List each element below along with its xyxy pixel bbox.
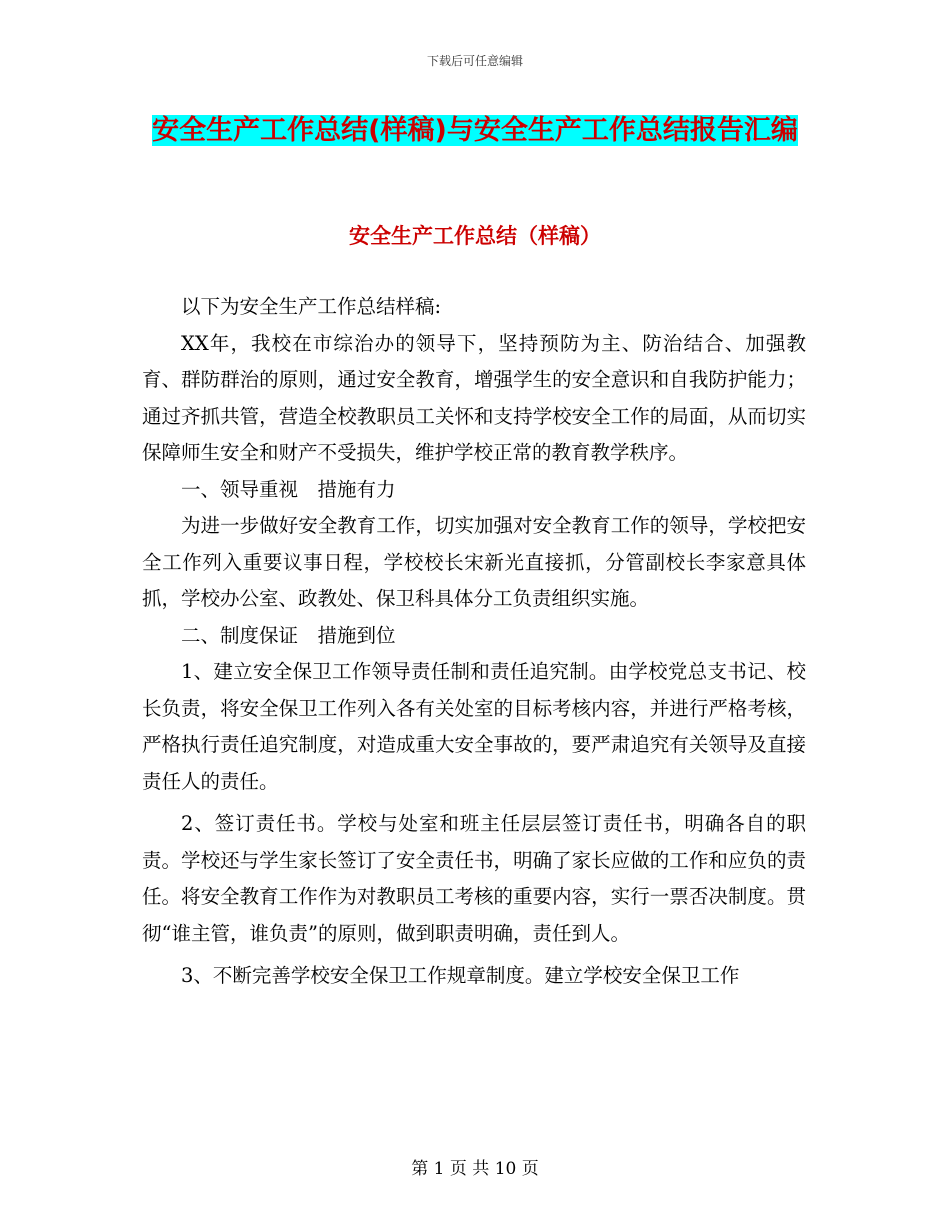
paragraph-item-1: 1、建立安全保卫工作领导责任制和责任追究制。由学校党总支书记、校长负责，将安全保卫工作列入各有关处室的目标考核内容，并进行严格考核，严格执行责任追究制度，对造成重大安全事故的，要严肃追究有关领导及直接责任人的责任。: [142, 660, 806, 793]
page-header-note: 下载后可任意编辑: [426, 54, 523, 68]
heading-leadership: 一、领导重视 措施有力: [181, 477, 396, 501]
document-body: [142, 289, 806, 995]
paragraph-item-2: 2、签订责任书。学校与处室和班主任层层签订责任书，明确各自的职责。学校还与学生家长签订了安全责任书，明确了家长应做的工作和应负的责任。将安全教育工作作为对教职员工考核的重要内容，实行一票否决制度。贯彻“谁主管，谁负责”的原则，做到职责明确，责任到人。: [142, 812, 806, 945]
page-footer-number: 第 1 页 共 10 页: [411, 1159, 539, 1179]
heading-system: 二、制度保证 措施到位: [181, 623, 396, 647]
paragraph-item-3: 3、不断完善学校安全保卫工作规章制度。建立学校安全保卫工作: [181, 964, 740, 987]
section-title: 安全生产工作总结（样稿）: [349, 224, 601, 248]
document-title: [140, 108, 810, 154]
paragraph-intro: 以下为安全生产工作总结样稿:: [181, 295, 442, 318]
paragraph-leadership: 为进一步做好安全教育工作，切实加强对安全教育工作的领导，学校把安全工作列入重要议事日程，学校校长宋新光直接抓，分管副校长李家意具体抓，学校办公室、政教处、保卫科具体分工负责组织实施。: [142, 514, 806, 610]
document-title-text: 安全生产工作总结(样稿)与安全生产工作总结报告汇编: [152, 115, 798, 146]
paragraph-overview: XX年，我校在市综治办的领导下，坚持预防为主、防治结合、加强教育、群防群治的原则，通过安全教育，增强学生的安全意识和自我防护能力；通过齐抓共管，营造全校教职员工关怀和支持学校安全工作的局面，从而切实保障师生安全和财产不受损失，维护学校正常的教育教学秩序。: [142, 331, 806, 464]
